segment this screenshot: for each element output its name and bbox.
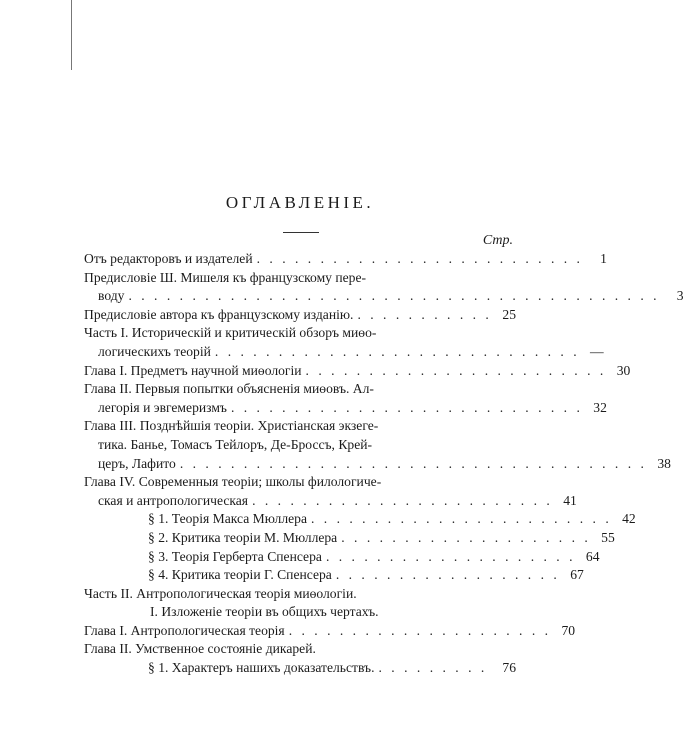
dot-leader: . . . . . . . . . . . . . . . . . . . . — [325, 548, 576, 564]
toc-page-number: 25 — [502, 306, 516, 322]
toc-page-number: 1 — [600, 251, 607, 266]
toc-entry — [84, 566, 584, 585]
toc-entry-text: Глава I. Антропологическая теорія — [84, 622, 285, 638]
toc-entry — [84, 622, 576, 641]
toc-entry — [84, 510, 636, 529]
toc-entry-text: I. Изложеніе теоріи въ общихъ чертахъ. — [150, 604, 379, 620]
toc-entry — [84, 659, 516, 678]
dot-leader: . . . . . . . . . . . . . . . . . . . . . . . . — [310, 511, 612, 527]
toc-entry-text: Часть I. Историческій и критическій обзоръ миѳо- — [84, 325, 377, 341]
dot-leader: . . . . . . . . . . . . . . . . . . . . . . . . . . . . — [230, 399, 583, 415]
title-rule — [283, 232, 319, 233]
toc-entry-text: § 3. Теорія Герберта Спенсера — [148, 548, 322, 564]
toc-page-number: 32 — [593, 399, 607, 415]
toc-entry-text: § 1. Теорія Макса Мюллера — [148, 511, 307, 527]
toc-entry — [84, 250, 607, 269]
table-of-contents — [84, 250, 684, 678]
toc-page-number: 67 — [570, 567, 584, 583]
toc-entry-text: Глава IV. Современныя теоріи; школы филологиче- — [84, 474, 382, 490]
toc-entry-text: Глава II. Первыя попытки объясненія миѳовъ. Ал- — [84, 381, 374, 397]
toc-entry-continuation — [84, 399, 607, 418]
toc-page-number: 38 — [657, 455, 671, 471]
toc-entry — [84, 417, 516, 436]
toc-entry — [84, 306, 516, 325]
page-edge-line — [71, 0, 72, 70]
toc-entry-continuation — [84, 436, 516, 455]
toc-entry-text: воду — [98, 288, 125, 304]
toc-entry-text: § 4. Критика теоріи Г. Спенсера — [148, 567, 332, 583]
dot-leader: . . . . . . . . . . . . . . . . . . . . . . . . — [252, 492, 553, 508]
toc-entry — [84, 603, 516, 622]
toc-page-number: 64 — [585, 548, 600, 564]
toc-entry — [84, 269, 516, 288]
toc-entry-text: Глава II. Умственное состояніе дикарей. — [84, 641, 316, 657]
toc-entry — [84, 640, 516, 659]
toc-page-number: 41 — [563, 492, 577, 508]
toc-entry — [84, 362, 631, 381]
toc-entry-text: легорія и эвгемеризмъ — [98, 399, 227, 415]
toc-entry-continuation — [84, 455, 671, 474]
dot-leader: . . . . . . . . . . . . . . . . . . . . . . . . — [305, 362, 607, 378]
toc-entry — [84, 473, 516, 492]
toc-entry-continuation — [84, 492, 577, 511]
toc-entry — [84, 380, 516, 399]
toc-entry — [84, 548, 600, 567]
toc-entry — [84, 585, 516, 604]
toc-page-number: 55 — [601, 529, 615, 545]
dot-leader: . . . . . . . . . . . . . . . . . . . . . . . . . . . . . . . . . . . . . — [179, 455, 647, 471]
toc-entry-text: § 1. Характеръ нашихъ доказательствъ. — [148, 660, 375, 676]
toc-entry — [84, 529, 615, 548]
toc-entry-text: § 2. Критика теоріи М. Мюллера — [148, 529, 338, 545]
toc-entry-text: ская и антропологическая — [98, 492, 249, 508]
toc-page-number: 76 — [502, 660, 516, 676]
dot-leader: . . . . . . . . . . . . . . . . . . — [335, 567, 560, 583]
toc-entry-text: Отъ редакторовъ и издателей — [84, 251, 253, 266]
toc-entry-continuation — [84, 287, 684, 306]
toc-entry-text: тика. Банье, Томасъ Тейлоръ, Де-Броссъ, Крей- — [98, 436, 373, 452]
dot-leader: . . . . . . . . . . . . . . . . . . . . . . . . . . . . . — [214, 343, 580, 359]
toc-entry-text: логическихъ теорій — [98, 343, 211, 359]
dot-leader: . . . . . . . . . . . . . . . . . . . . . . . . . . . . . . . . . . . . . . . . . . — [128, 288, 660, 304]
toc-page-number: 3 — [676, 288, 684, 304]
toc-page-number: — — [590, 343, 604, 359]
toc-entry-text: Глава I. Предметъ научной миѳологіи — [84, 362, 302, 378]
dot-leader: . . . . . . . . . . . . . . . . . . . . . — [288, 622, 552, 638]
toc-entry-text: Часть II. Антропологическая теорія миѳологіи. — [84, 585, 357, 601]
toc-entry — [84, 324, 516, 343]
toc-entry-text: Глава III. Позднѣйшія теоріи. Христіанская экзеге- — [84, 418, 379, 434]
page-column-label: Стр. — [482, 233, 513, 248]
dot-leader: . . . . . . . . . . . . . . . . . . . . — [341, 529, 591, 545]
toc-entry-text: церъ, Лафито — [98, 455, 176, 471]
toc-entry-text: Предисловіе автора къ французскому изданію. — [84, 306, 354, 322]
toc-entry-continuation — [84, 343, 604, 362]
toc-page-number: 42 — [622, 511, 636, 527]
dot-leader: . . . . . . . . . — [378, 660, 488, 676]
toc-page-number: 30 — [616, 362, 631, 378]
toc-entry-text: Предисловіе Ш. Мишеля къ французскому пере- — [84, 269, 367, 285]
contents-title: ОГЛАВЛЕНІЕ. — [225, 193, 375, 212]
dot-leader: . . . . . . . . . . . — [357, 306, 492, 322]
toc-page-number: 70 — [561, 622, 576, 638]
dot-leader: . . . . . . . . . . . . . . . . . . . . . . . . . . — [256, 251, 583, 266]
